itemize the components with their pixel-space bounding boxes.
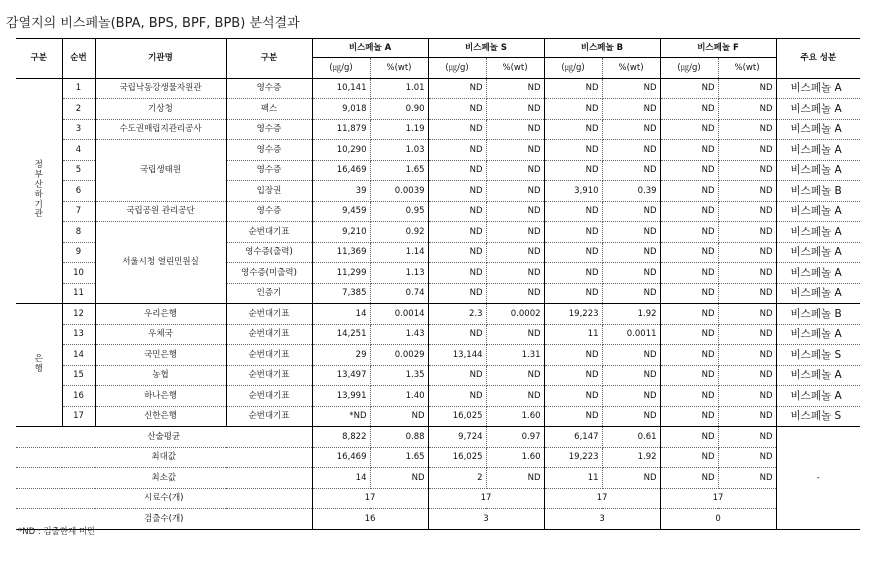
bpa-summary-ug: 16,469 — [312, 447, 370, 468]
bpa-summary-wt: 0.88 — [370, 427, 428, 448]
bpf-summary-wt: ND — [718, 447, 776, 468]
bpa-wt-cell: 0.90 — [370, 99, 428, 120]
bpa-wt-cell: 1.35 — [370, 365, 428, 386]
bpf-wt-cell: ND — [718, 222, 776, 243]
group-label-char: 행 — [34, 364, 43, 374]
bpa-ug-cell: 13,497 — [312, 365, 370, 386]
group-label-char: 하 — [34, 189, 43, 200]
bpf-wt-cell: ND — [718, 119, 776, 140]
bpf-ug-cell: ND — [660, 406, 718, 427]
header-institution: 기관명 — [95, 39, 226, 79]
institution-name: 농협 — [95, 365, 226, 386]
bpf-summary-wt: ND — [718, 468, 776, 489]
bps-wt-cell: ND — [486, 78, 544, 99]
summary-row — [16, 447, 860, 468]
bpf-ug-cell: ND — [660, 78, 718, 99]
bps-summary-ug: 2 — [428, 468, 486, 489]
bps-wt-cell: ND — [486, 324, 544, 345]
bps-wt-cell: ND — [486, 201, 544, 222]
document-type: 팩스 — [226, 99, 312, 120]
bpf-ug-cell: ND — [660, 345, 718, 366]
bpf-wt-cell: ND — [718, 181, 776, 202]
institution-name: 서울시청 열린민원실 — [95, 222, 226, 304]
bpf-wt-cell: ND — [718, 263, 776, 284]
bpf-ug-cell: ND — [660, 242, 718, 263]
bpb-wt-cell: 0.39 — [602, 181, 660, 202]
bpa-wt-cell: 1.14 — [370, 242, 428, 263]
bps-wt-cell: ND — [486, 181, 544, 202]
institution-name: 국립낙동강생물자원관 — [95, 78, 226, 99]
header-category: 구분 — [16, 39, 62, 79]
bpa-ug-cell: 14 — [312, 304, 370, 325]
main-component-cell: 비스페놀 A — [776, 365, 860, 386]
bpf-summary-wt: ND — [718, 427, 776, 448]
bps-count: 3 — [428, 509, 544, 530]
bpf-ug-cell: ND — [660, 160, 718, 181]
row-number: 17 — [62, 406, 95, 427]
summary-label: 최대값 — [16, 447, 312, 468]
document-type: 영수증(출력) — [226, 242, 312, 263]
bpa-ug-cell: 9,459 — [312, 201, 370, 222]
group-government-label — [16, 78, 62, 304]
bpb-ug-cell: ND — [544, 78, 602, 99]
row-number: 16 — [62, 386, 95, 407]
bps-ug-cell: ND — [428, 365, 486, 386]
bpf-ug-cell: ND — [660, 324, 718, 345]
bps-wt-cell: ND — [486, 365, 544, 386]
bpf-ug-cell: ND — [660, 283, 718, 304]
bpa-wt-cell: 1.03 — [370, 140, 428, 161]
bpb-wt-cell: ND — [602, 119, 660, 140]
bpf-count: 0 — [660, 509, 776, 530]
bpa-ug-cell: *ND — [312, 406, 370, 427]
institution-name: 우리은행 — [95, 304, 226, 325]
bpf-ug-cell: ND — [660, 181, 718, 202]
bpa-ug-cell: 9,210 — [312, 222, 370, 243]
bpf-count: 17 — [660, 488, 776, 509]
bpf-wt-cell: ND — [718, 160, 776, 181]
bpb-ug-cell: ND — [544, 201, 602, 222]
bps-ug-cell: ND — [428, 242, 486, 263]
group-bank-label — [16, 304, 62, 427]
document-type: 순번대기표 — [226, 222, 312, 243]
bpb-wt-cell: ND — [602, 365, 660, 386]
table-row — [16, 119, 860, 140]
bps-ug-cell: 2.3 — [428, 304, 486, 325]
bpb-wt-cell: ND — [602, 386, 660, 407]
main-component-cell: 비스페놀 A — [776, 119, 860, 140]
row-number: 8 — [62, 222, 95, 243]
institution-name: 국립공원 관리공단 — [95, 201, 226, 222]
table-row — [16, 345, 860, 366]
document-type: 영수증 — [226, 160, 312, 181]
unit-ug-label: (㎍/g) — [312, 58, 370, 79]
bpa-wt-cell: 0.0029 — [370, 345, 428, 366]
bpb-ug-cell: ND — [544, 386, 602, 407]
row-number: 10 — [62, 263, 95, 284]
row-number: 15 — [62, 365, 95, 386]
bps-summary-wt: ND — [486, 468, 544, 489]
bpb-summary-ug: 19,223 — [544, 447, 602, 468]
bpb-wt-cell: ND — [602, 78, 660, 99]
header-doc-type: 구분 — [226, 39, 312, 79]
main-component-cell: 비스페놀 A — [776, 386, 860, 407]
bpb-ug-cell: ND — [544, 242, 602, 263]
bps-wt-cell: ND — [486, 222, 544, 243]
main-component-cell: 비스페놀 A — [776, 78, 860, 99]
bpf-wt-cell: ND — [718, 304, 776, 325]
bpb-count: 17 — [544, 488, 660, 509]
main-component-cell: 비스페놀 B — [776, 304, 860, 325]
bpa-wt-cell: 1.43 — [370, 324, 428, 345]
bps-ug-cell: 13,144 — [428, 345, 486, 366]
document-type: 영수증 — [226, 201, 312, 222]
bps-ug-cell: ND — [428, 119, 486, 140]
bpa-ug-cell: 39 — [312, 181, 370, 202]
unit-wt-label: %(wt) — [370, 58, 428, 79]
bpf-wt-cell: ND — [718, 283, 776, 304]
document-type: 순번대기표 — [226, 304, 312, 325]
table-row — [16, 386, 860, 407]
institution-name: 기상청 — [95, 99, 226, 120]
bpb-wt-cell: ND — [602, 201, 660, 222]
bps-wt-cell: 1.60 — [486, 406, 544, 427]
table-row — [16, 304, 860, 325]
bpb-summary-wt: 1.92 — [602, 447, 660, 468]
institution-name: 수도권매립지관리공사 — [95, 119, 226, 140]
bpf-ug-cell: ND — [660, 99, 718, 120]
document-type: 영수증 — [226, 119, 312, 140]
bpf-wt-cell: ND — [718, 78, 776, 99]
count-label: 시료수(개) — [16, 488, 312, 509]
bps-wt-cell: ND — [486, 263, 544, 284]
bpa-ug-cell: 7,385 — [312, 283, 370, 304]
bpa-count: 17 — [312, 488, 428, 509]
bpb-ug-cell: 3,910 — [544, 181, 602, 202]
row-number: 12 — [62, 304, 95, 325]
table-row — [16, 406, 860, 427]
bpb-ug-cell: ND — [544, 222, 602, 243]
bpb-wt-cell: ND — [602, 222, 660, 243]
bpa-ug-cell: 14,251 — [312, 324, 370, 345]
table-row — [16, 222, 860, 243]
document-type: 순번대기표 — [226, 406, 312, 427]
header-bpa: 비스페놀 A — [312, 39, 428, 58]
institution-name: 국민은행 — [95, 345, 226, 366]
table-row — [16, 78, 860, 99]
bpb-wt-cell: 1.92 — [602, 304, 660, 325]
bps-wt-cell: ND — [486, 99, 544, 120]
bps-wt-cell: 1.31 — [486, 345, 544, 366]
unit-ug-label: (㎍/g) — [660, 58, 718, 79]
row-number: 9 — [62, 242, 95, 263]
bpa-ug-cell: 10,290 — [312, 140, 370, 161]
bpf-wt-cell: ND — [718, 345, 776, 366]
document-title: 감열지의 비스페놀(BPA, BPS, BPF, BPB) 분석결과 — [6, 16, 300, 31]
bpb-summary-wt: 0.61 — [602, 427, 660, 448]
bpf-wt-cell: ND — [718, 99, 776, 120]
bpa-ug-cell: 11,369 — [312, 242, 370, 263]
header-bpf: 비스페놀 F — [660, 39, 776, 58]
bps-ug-cell: ND — [428, 222, 486, 243]
bpa-ug-cell: 29 — [312, 345, 370, 366]
bps-summary-ug: 16,025 — [428, 447, 486, 468]
bpa-count: 16 — [312, 509, 428, 530]
bps-ug-cell: ND — [428, 386, 486, 407]
bpf-wt-cell: ND — [718, 406, 776, 427]
summary-row — [16, 468, 860, 489]
bpa-summary-ug: 8,822 — [312, 427, 370, 448]
bps-wt-cell: ND — [486, 283, 544, 304]
document-type: 순번대기표 — [226, 345, 312, 366]
main-component-cell: 비스페놀 S — [776, 345, 860, 366]
main-component-cell: 비스페놀 A — [776, 263, 860, 284]
bps-wt-cell: ND — [486, 242, 544, 263]
header-bps: 비스페놀 S — [428, 39, 544, 58]
bpf-wt-cell: ND — [718, 140, 776, 161]
main-component-cell: 비스페놀 A — [776, 140, 860, 161]
bpf-summary-ug: ND — [660, 427, 718, 448]
document-type: 영수증 — [226, 140, 312, 161]
bpb-summary-ug: 11 — [544, 468, 602, 489]
unit-ug-label: (㎍/g) — [544, 58, 602, 79]
main-component-cell: 비스페놀 A — [776, 324, 860, 345]
bpb-wt-cell: ND — [602, 140, 660, 161]
bps-wt-cell: ND — [486, 386, 544, 407]
row-number: 3 — [62, 119, 95, 140]
row-number: 2 — [62, 99, 95, 120]
bpa-ug-cell: 11,879 — [312, 119, 370, 140]
bpf-wt-cell: ND — [718, 201, 776, 222]
bps-wt-cell: ND — [486, 119, 544, 140]
bpa-ug-cell: 13,991 — [312, 386, 370, 407]
row-number: 7 — [62, 201, 95, 222]
bps-wt-cell: ND — [486, 160, 544, 181]
institution-name: 신한은행 — [95, 406, 226, 427]
bpb-summary-ug: 6,147 — [544, 427, 602, 448]
unit-wt-label: %(wt) — [602, 58, 660, 79]
bpf-ug-cell: ND — [660, 386, 718, 407]
institution-name: 국립생태원 — [95, 140, 226, 202]
bpf-wt-cell: ND — [718, 365, 776, 386]
bpa-wt-cell: 1.01 — [370, 78, 428, 99]
count-label: 검출수(개) — [16, 509, 312, 530]
count-row — [16, 509, 860, 530]
bps-ug-cell: ND — [428, 160, 486, 181]
unit-ug-label: (㎍/g) — [428, 58, 486, 79]
unit-wt-label: %(wt) — [718, 58, 776, 79]
row-number: 5 — [62, 160, 95, 181]
bpb-ug-cell: ND — [544, 119, 602, 140]
bpa-wt-cell: 0.95 — [370, 201, 428, 222]
bpf-wt-cell: ND — [718, 386, 776, 407]
group-label-char: 은 — [34, 354, 43, 365]
main-component-cell: 비스페놀 S — [776, 406, 860, 427]
table-row — [16, 99, 860, 120]
bpb-summary-wt: ND — [602, 468, 660, 489]
bpf-summary-ug: ND — [660, 468, 718, 489]
bpb-ug-cell: ND — [544, 263, 602, 284]
bpa-wt-cell: 1.19 — [370, 119, 428, 140]
header-row — [16, 39, 860, 58]
bpb-ug-cell: 11 — [544, 324, 602, 345]
row-number: 11 — [62, 283, 95, 304]
row-number: 1 — [62, 78, 95, 99]
bpa-summary-ug: 14 — [312, 468, 370, 489]
group-label-char: 기 — [34, 199, 43, 210]
bpa-wt-cell: 0.74 — [370, 283, 428, 304]
bpb-wt-cell: ND — [602, 406, 660, 427]
bpb-wt-cell: ND — [602, 242, 660, 263]
main-component-cell: 비스페놀 A — [776, 99, 860, 120]
bps-ug-cell: ND — [428, 324, 486, 345]
bpa-wt-cell: 1.40 — [370, 386, 428, 407]
bps-summary-wt: 0.97 — [486, 427, 544, 448]
bpb-wt-cell: 0.0011 — [602, 324, 660, 345]
row-number: 14 — [62, 345, 95, 366]
bpa-ug-cell: 9,018 — [312, 99, 370, 120]
footnote: *ND : 검출한계 미만 — [18, 527, 96, 537]
bpf-ug-cell: ND — [660, 222, 718, 243]
bpa-summary-wt: 1.65 — [370, 447, 428, 468]
bpb-ug-cell: ND — [544, 365, 602, 386]
results-table — [16, 38, 860, 530]
bps-summary-ug: 9,724 — [428, 427, 486, 448]
table-row — [16, 140, 860, 161]
bpf-ug-cell: ND — [660, 119, 718, 140]
bpb-ug-cell: ND — [544, 140, 602, 161]
header-bpb: 비스페놀 B — [544, 39, 660, 58]
bpa-wt-cell: ND — [370, 406, 428, 427]
document-type: 순번대기표 — [226, 386, 312, 407]
bps-ug-cell: ND — [428, 201, 486, 222]
main-component-cell: 비스페놀 A — [776, 222, 860, 243]
bps-wt-cell: ND — [486, 140, 544, 161]
document-type: 인증기 — [226, 283, 312, 304]
document-type: 순번대기표 — [226, 324, 312, 345]
table-row — [16, 201, 860, 222]
bps-ug-cell: ND — [428, 283, 486, 304]
main-component-cell: 비스페놀 A — [776, 201, 860, 222]
bpa-summary-wt: ND — [370, 468, 428, 489]
summary-label: 산술평균 — [16, 427, 312, 448]
bpb-wt-cell: ND — [602, 99, 660, 120]
row-number: 6 — [62, 181, 95, 202]
bpf-summary-ug: ND — [660, 447, 718, 468]
bpa-wt-cell: 1.13 — [370, 263, 428, 284]
unit-wt-label: %(wt) — [486, 58, 544, 79]
row-number: 4 — [62, 140, 95, 161]
bpf-ug-cell: ND — [660, 263, 718, 284]
bpb-ug-cell: ND — [544, 283, 602, 304]
bpb-ug-cell: ND — [544, 345, 602, 366]
bpf-wt-cell: ND — [718, 324, 776, 345]
group-label-char: 산 — [34, 179, 43, 190]
document-type: 순번대기표 — [226, 365, 312, 386]
count-row — [16, 488, 860, 509]
main-component-cell: 비스페놀 A — [776, 242, 860, 263]
bpa-wt-cell: 0.0014 — [370, 304, 428, 325]
table-row — [16, 324, 860, 345]
group-label-char: 관 — [34, 209, 43, 220]
bpf-wt-cell: ND — [718, 242, 776, 263]
summary-label: 최소값 — [16, 468, 312, 489]
bpb-wt-cell: ND — [602, 160, 660, 181]
bpb-wt-cell: ND — [602, 345, 660, 366]
bpa-wt-cell: 0.92 — [370, 222, 428, 243]
main-component-cell: 비스페놀 B — [776, 181, 860, 202]
bps-wt-cell: 0.0002 — [486, 304, 544, 325]
bpa-ug-cell: 16,469 — [312, 160, 370, 181]
header-no: 순번 — [62, 39, 95, 79]
summary-row — [16, 427, 860, 448]
group-label-char: 부 — [34, 170, 43, 181]
bps-summary-wt: 1.60 — [486, 447, 544, 468]
bpa-ug-cell: 10,141 — [312, 78, 370, 99]
bpb-ug-cell: ND — [544, 160, 602, 181]
bpb-ug-cell: ND — [544, 406, 602, 427]
bps-ug-cell: ND — [428, 263, 486, 284]
bpf-ug-cell: ND — [660, 140, 718, 161]
bpa-ug-cell: 11,299 — [312, 263, 370, 284]
document-type: 영수증(미출력) — [226, 263, 312, 284]
bpb-ug-cell: 19,223 — [544, 304, 602, 325]
institution-name: 우체국 — [95, 324, 226, 345]
bpa-wt-cell: 1.65 — [370, 160, 428, 181]
bps-count: 17 — [428, 488, 544, 509]
bpb-count: 3 — [544, 509, 660, 530]
row-number: 13 — [62, 324, 95, 345]
bpb-ug-cell: ND — [544, 99, 602, 120]
bps-ug-cell: ND — [428, 78, 486, 99]
bps-ug-cell: ND — [428, 140, 486, 161]
bpb-wt-cell: ND — [602, 283, 660, 304]
document-type: 입장권 — [226, 181, 312, 202]
bps-ug-cell: 16,025 — [428, 406, 486, 427]
bpa-wt-cell: 0.0039 — [370, 181, 428, 202]
bps-ug-cell: ND — [428, 181, 486, 202]
group-label-char: 정 — [34, 160, 43, 171]
bpb-wt-cell: ND — [602, 263, 660, 284]
summary-main-component: - — [776, 427, 860, 530]
document-type: 영수증 — [226, 78, 312, 99]
main-component-cell: 비스페놀 A — [776, 160, 860, 181]
table-row — [16, 365, 860, 386]
header-main-component: 주요 성분 — [776, 39, 860, 79]
bpf-ug-cell: ND — [660, 304, 718, 325]
bps-ug-cell: ND — [428, 99, 486, 120]
main-component-cell: 비스페놀 A — [776, 283, 860, 304]
bpf-ug-cell: ND — [660, 201, 718, 222]
bpf-ug-cell: ND — [660, 365, 718, 386]
institution-name: 하나은행 — [95, 386, 226, 407]
